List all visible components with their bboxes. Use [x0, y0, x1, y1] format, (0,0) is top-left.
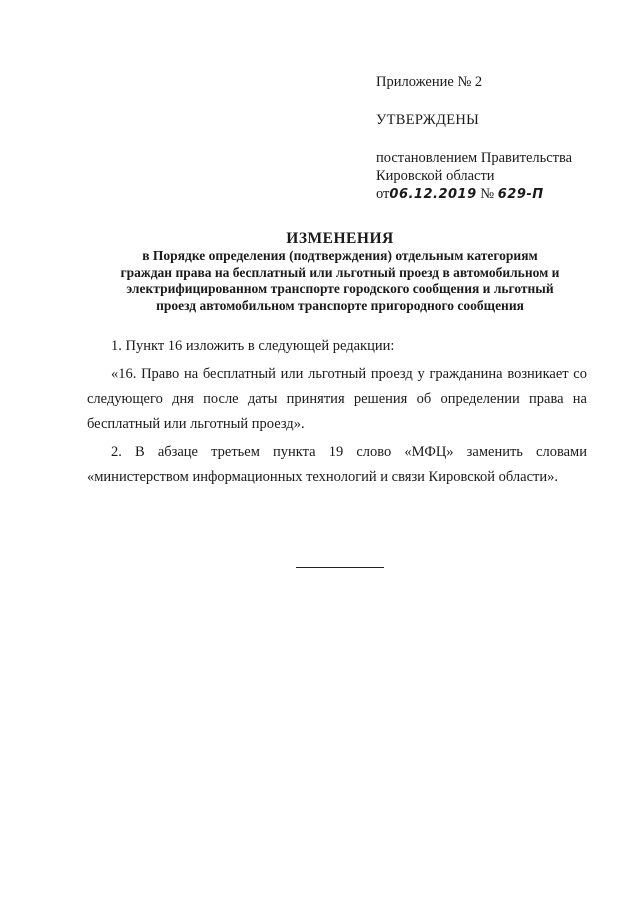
title-line-2: граждан права на бесплатный или льготный проезд в автомобильном и [120, 264, 560, 280]
title-main: ИЗМЕНЕНИЯ [286, 230, 394, 247]
approved-label: УТВЕРЖДЕНЫ [376, 112, 480, 128]
document-body [87, 334, 587, 490]
approval-block [376, 73, 606, 204]
document-title [70, 230, 610, 314]
from-label: от [376, 186, 390, 202]
handwritten-date: 06.12.2019 [389, 187, 477, 202]
decree-date-number [376, 185, 606, 204]
paragraph-1: 1. Пункт 16 изложить в следующей редакции: [111, 338, 395, 354]
title-line-3: электрифицированном транспорте городского сообщения и льготный [126, 281, 554, 296]
handwritten-number: 629-П [497, 187, 544, 202]
appendix-label: Приложение № 2 [376, 74, 483, 90]
decree-line-2: Кировской области [376, 168, 495, 184]
end-divider [296, 567, 384, 568]
title-line-1: в Порядке определения (подтверждения) отдельным категориям [142, 248, 538, 263]
paragraph-2: «16. Право на бесплатный или льготный проезд у гражданина возникает со следующего дня после даты принятия решения об определении права на бесплатный или льготный проезд». [87, 366, 587, 432]
decree-line-1: постановлением Правительства [376, 150, 573, 166]
number-label: № [480, 186, 495, 202]
title-line-4: проезд автомобильном транспорте пригородного сообщения [156, 297, 524, 313]
paragraph-3: 2. В абзаце третьем пункта 19 слово «МФЦ» заменить словами «министерством информационных технологий и связи Кировской области». [87, 444, 587, 485]
